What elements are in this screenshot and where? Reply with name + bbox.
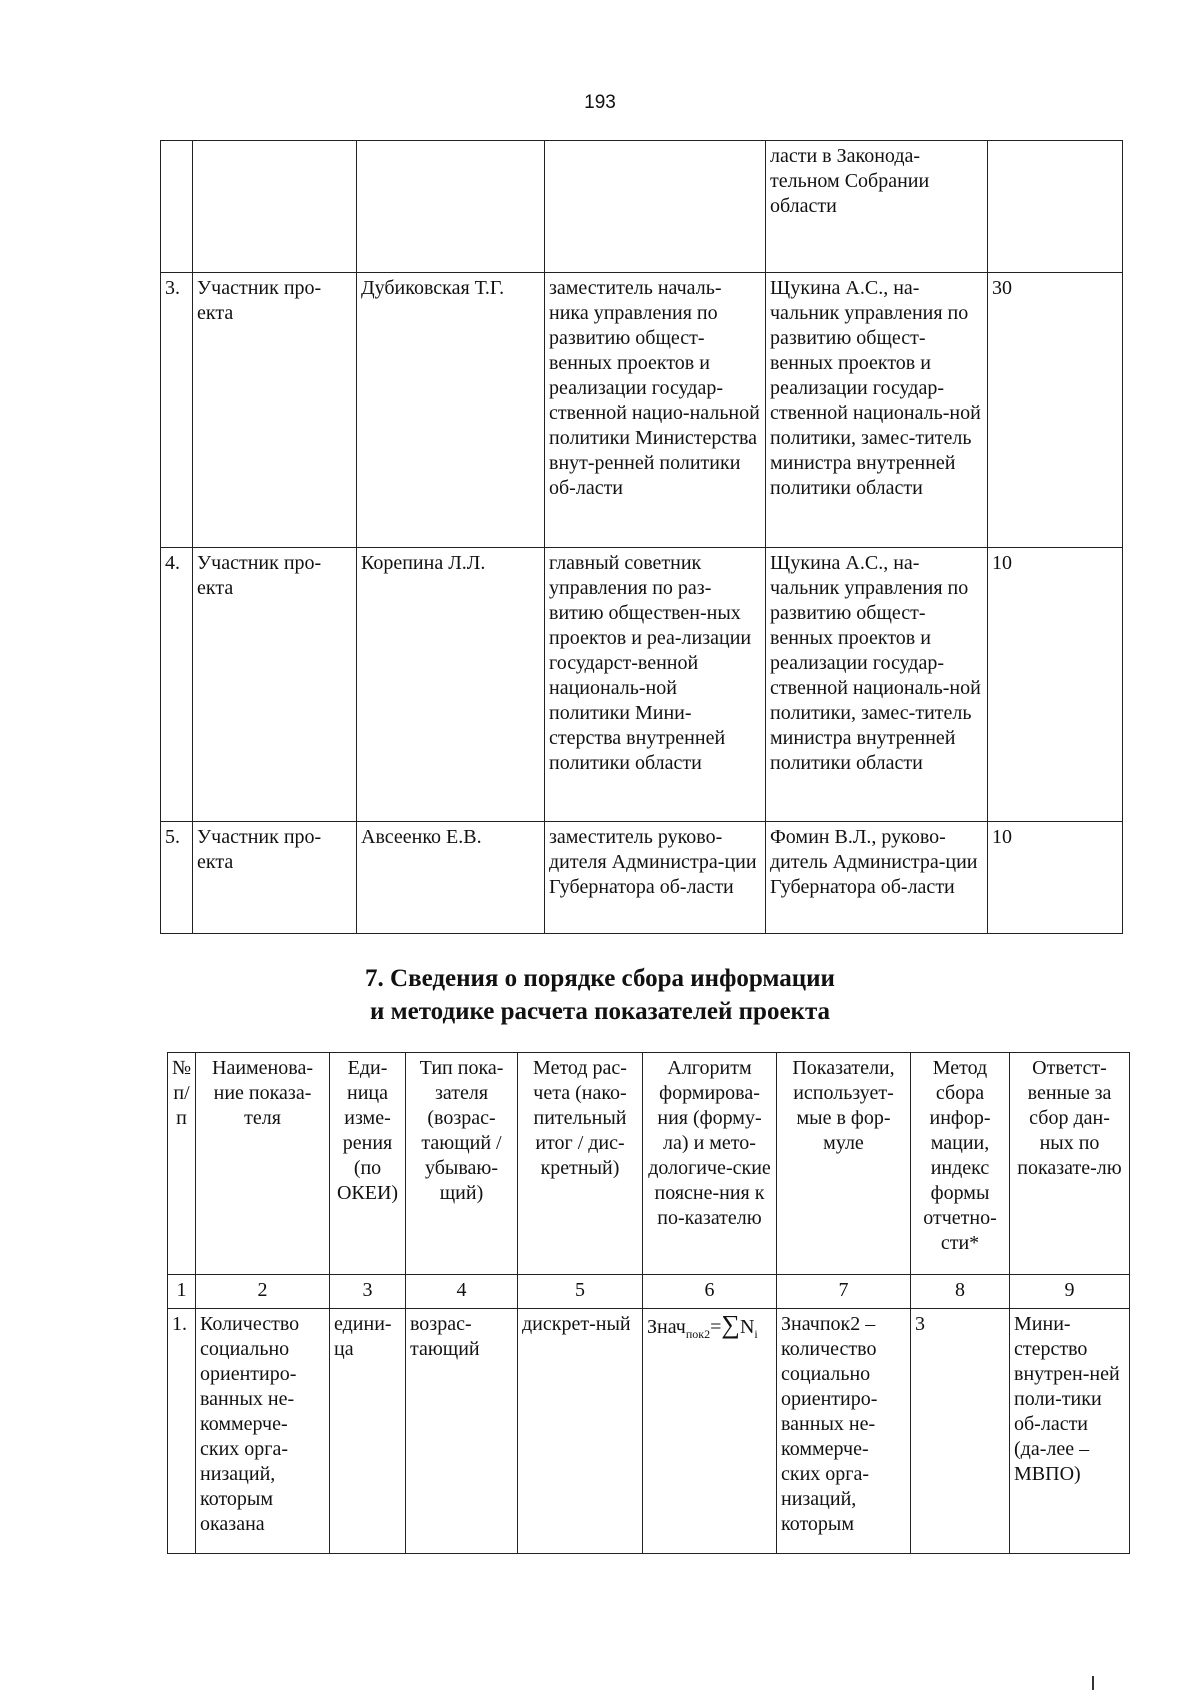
column-number-row bbox=[168, 1275, 1130, 1309]
section-title-line: и методике расчета показателей проекта bbox=[369, 998, 831, 1025]
column-header: Наименова-ние показа-теля bbox=[196, 1053, 330, 1275]
name-cell: Авсеенко Е.В. bbox=[357, 822, 545, 934]
column-number: 8 bbox=[911, 1275, 1010, 1309]
unit-cell: едини-ца bbox=[330, 1309, 406, 1554]
column-number: 5 bbox=[518, 1275, 643, 1309]
table-row bbox=[161, 548, 1123, 822]
table-cell bbox=[357, 141, 545, 273]
column-header: Тип пока-зателя (возрас-тающий / убываю-щий) bbox=[406, 1053, 518, 1275]
role-cell: Участник про-екта bbox=[193, 822, 357, 934]
table-cell bbox=[988, 141, 1123, 273]
value-cell: 10 bbox=[988, 822, 1123, 934]
column-header: Ответст-венные за сбор дан-ных по показате-лю bbox=[1010, 1053, 1130, 1275]
table-cell bbox=[545, 141, 766, 273]
name-cell: Корепина Л.Л. bbox=[357, 548, 545, 822]
supervisor-cell: Фомин В.Л., руково-дитель Администра-ции Губернатора об-ласти bbox=[766, 822, 988, 934]
column-number: 7 bbox=[777, 1275, 911, 1309]
table-row bbox=[161, 141, 1123, 273]
row-number: 5. bbox=[161, 822, 193, 934]
indicators-table bbox=[167, 1052, 1130, 1554]
position-cell: главный советник управления по раз-витию обществен-ных проектов и реа-лизации государст-венной националь-ной политики Мини-стерства внутренней политики области bbox=[545, 548, 766, 822]
column-number: 2 bbox=[196, 1275, 330, 1309]
section-title bbox=[0, 962, 1200, 1028]
supervisor-cell: Щукина А.С., на-чальник управления по развитию общест-венных проектов и реализации государ-ственной националь-ной политики, замес-титель министра внутренней политики области bbox=[766, 273, 988, 548]
table-row bbox=[161, 822, 1123, 934]
row-number: 4. bbox=[161, 548, 193, 822]
formula-term: N bbox=[739, 1316, 755, 1338]
value-cell: 10 bbox=[988, 548, 1123, 822]
sum-symbol: ∑ bbox=[721, 1310, 740, 1339]
formula bbox=[647, 1310, 758, 1341]
name-cell: Дубиковская Т.Г. bbox=[357, 273, 545, 548]
column-number: 9 bbox=[1010, 1275, 1130, 1309]
column-header: Показатели, использует-мые в фор-муле bbox=[777, 1053, 911, 1275]
position-cell: заместитель началь-ника управления по развитию общест-венных проектов и реализации государ-ственной нацио-нальной политики Министерства внут-ренней политики об-ласти bbox=[545, 273, 766, 548]
formula-equals: = bbox=[710, 1316, 722, 1338]
column-number: 4 bbox=[406, 1275, 518, 1309]
section-title-line: 7. Сведения о порядке сбора информации bbox=[365, 965, 835, 992]
supervisor-cell: Щукина А.С., на-чальник управления по развитию общест-венных проектов и реализации государ-ственной националь-ной политики, замес-титель министра внутренней политики области bbox=[766, 548, 988, 822]
formula-lhs-subscript: пок2 bbox=[685, 1327, 711, 1341]
value-cell: 30 bbox=[988, 273, 1123, 548]
variables-cell: Значпок2 – количество социально ориентиро-ванных не-коммерче-ских орга-низаций, которым bbox=[777, 1309, 911, 1554]
column-header: Еди-ница изме-рения (по ОКЕИ) bbox=[330, 1053, 406, 1275]
row-number: 1. bbox=[168, 1309, 196, 1554]
position-cell: заместитель руково-дителя Администра-ции Губернатора об-ласти bbox=[545, 822, 766, 934]
table-cell bbox=[161, 141, 193, 273]
column-header: № п/п bbox=[168, 1053, 196, 1275]
responsible-cell: Мини-стерство внутрен-ней поли-тики об-ласти (да-лее – МВПО) bbox=[1010, 1309, 1130, 1554]
formula-cell bbox=[643, 1309, 777, 1554]
scan-artifact bbox=[1092, 1676, 1094, 1690]
table-row bbox=[168, 1309, 1130, 1554]
collection-method-cell: 3 bbox=[911, 1309, 1010, 1554]
table-row bbox=[161, 273, 1123, 548]
indicator-name-cell: Количество социально ориентиро-ванных не-коммерче-ских орга-низаций, которым оказана bbox=[196, 1309, 330, 1554]
table-cell bbox=[193, 141, 357, 273]
column-number: 1 bbox=[168, 1275, 196, 1309]
method-cell: дискрет-ный bbox=[518, 1309, 643, 1554]
column-header: Алгоритм формирова-ния (форму-ла) и мето-дологиче-ские поясне-ния к по-казателю bbox=[643, 1053, 777, 1275]
table-header-row bbox=[168, 1053, 1130, 1275]
role-cell: Участник про-екта bbox=[193, 273, 357, 548]
supervisor-cell: ласти в Законода-тельном Собрании области bbox=[766, 141, 988, 273]
formula-lhs: Знач bbox=[647, 1316, 686, 1338]
column-header: Метод рас-чета (нако-пительный итог / дис-кретный) bbox=[518, 1053, 643, 1275]
row-number: 3. bbox=[161, 273, 193, 548]
column-number: 6 bbox=[643, 1275, 777, 1309]
column-number: 3 bbox=[330, 1275, 406, 1309]
column-header: Метод сбора инфор-мации, индекс формы отчетно-сти* bbox=[911, 1053, 1010, 1275]
page-number: 193 bbox=[584, 92, 616, 113]
participants-table bbox=[160, 140, 1123, 934]
type-cell: возрас-тающий bbox=[406, 1309, 518, 1554]
role-cell: Участник про-екта bbox=[193, 548, 357, 822]
formula-term-subscript: i bbox=[754, 1327, 758, 1341]
